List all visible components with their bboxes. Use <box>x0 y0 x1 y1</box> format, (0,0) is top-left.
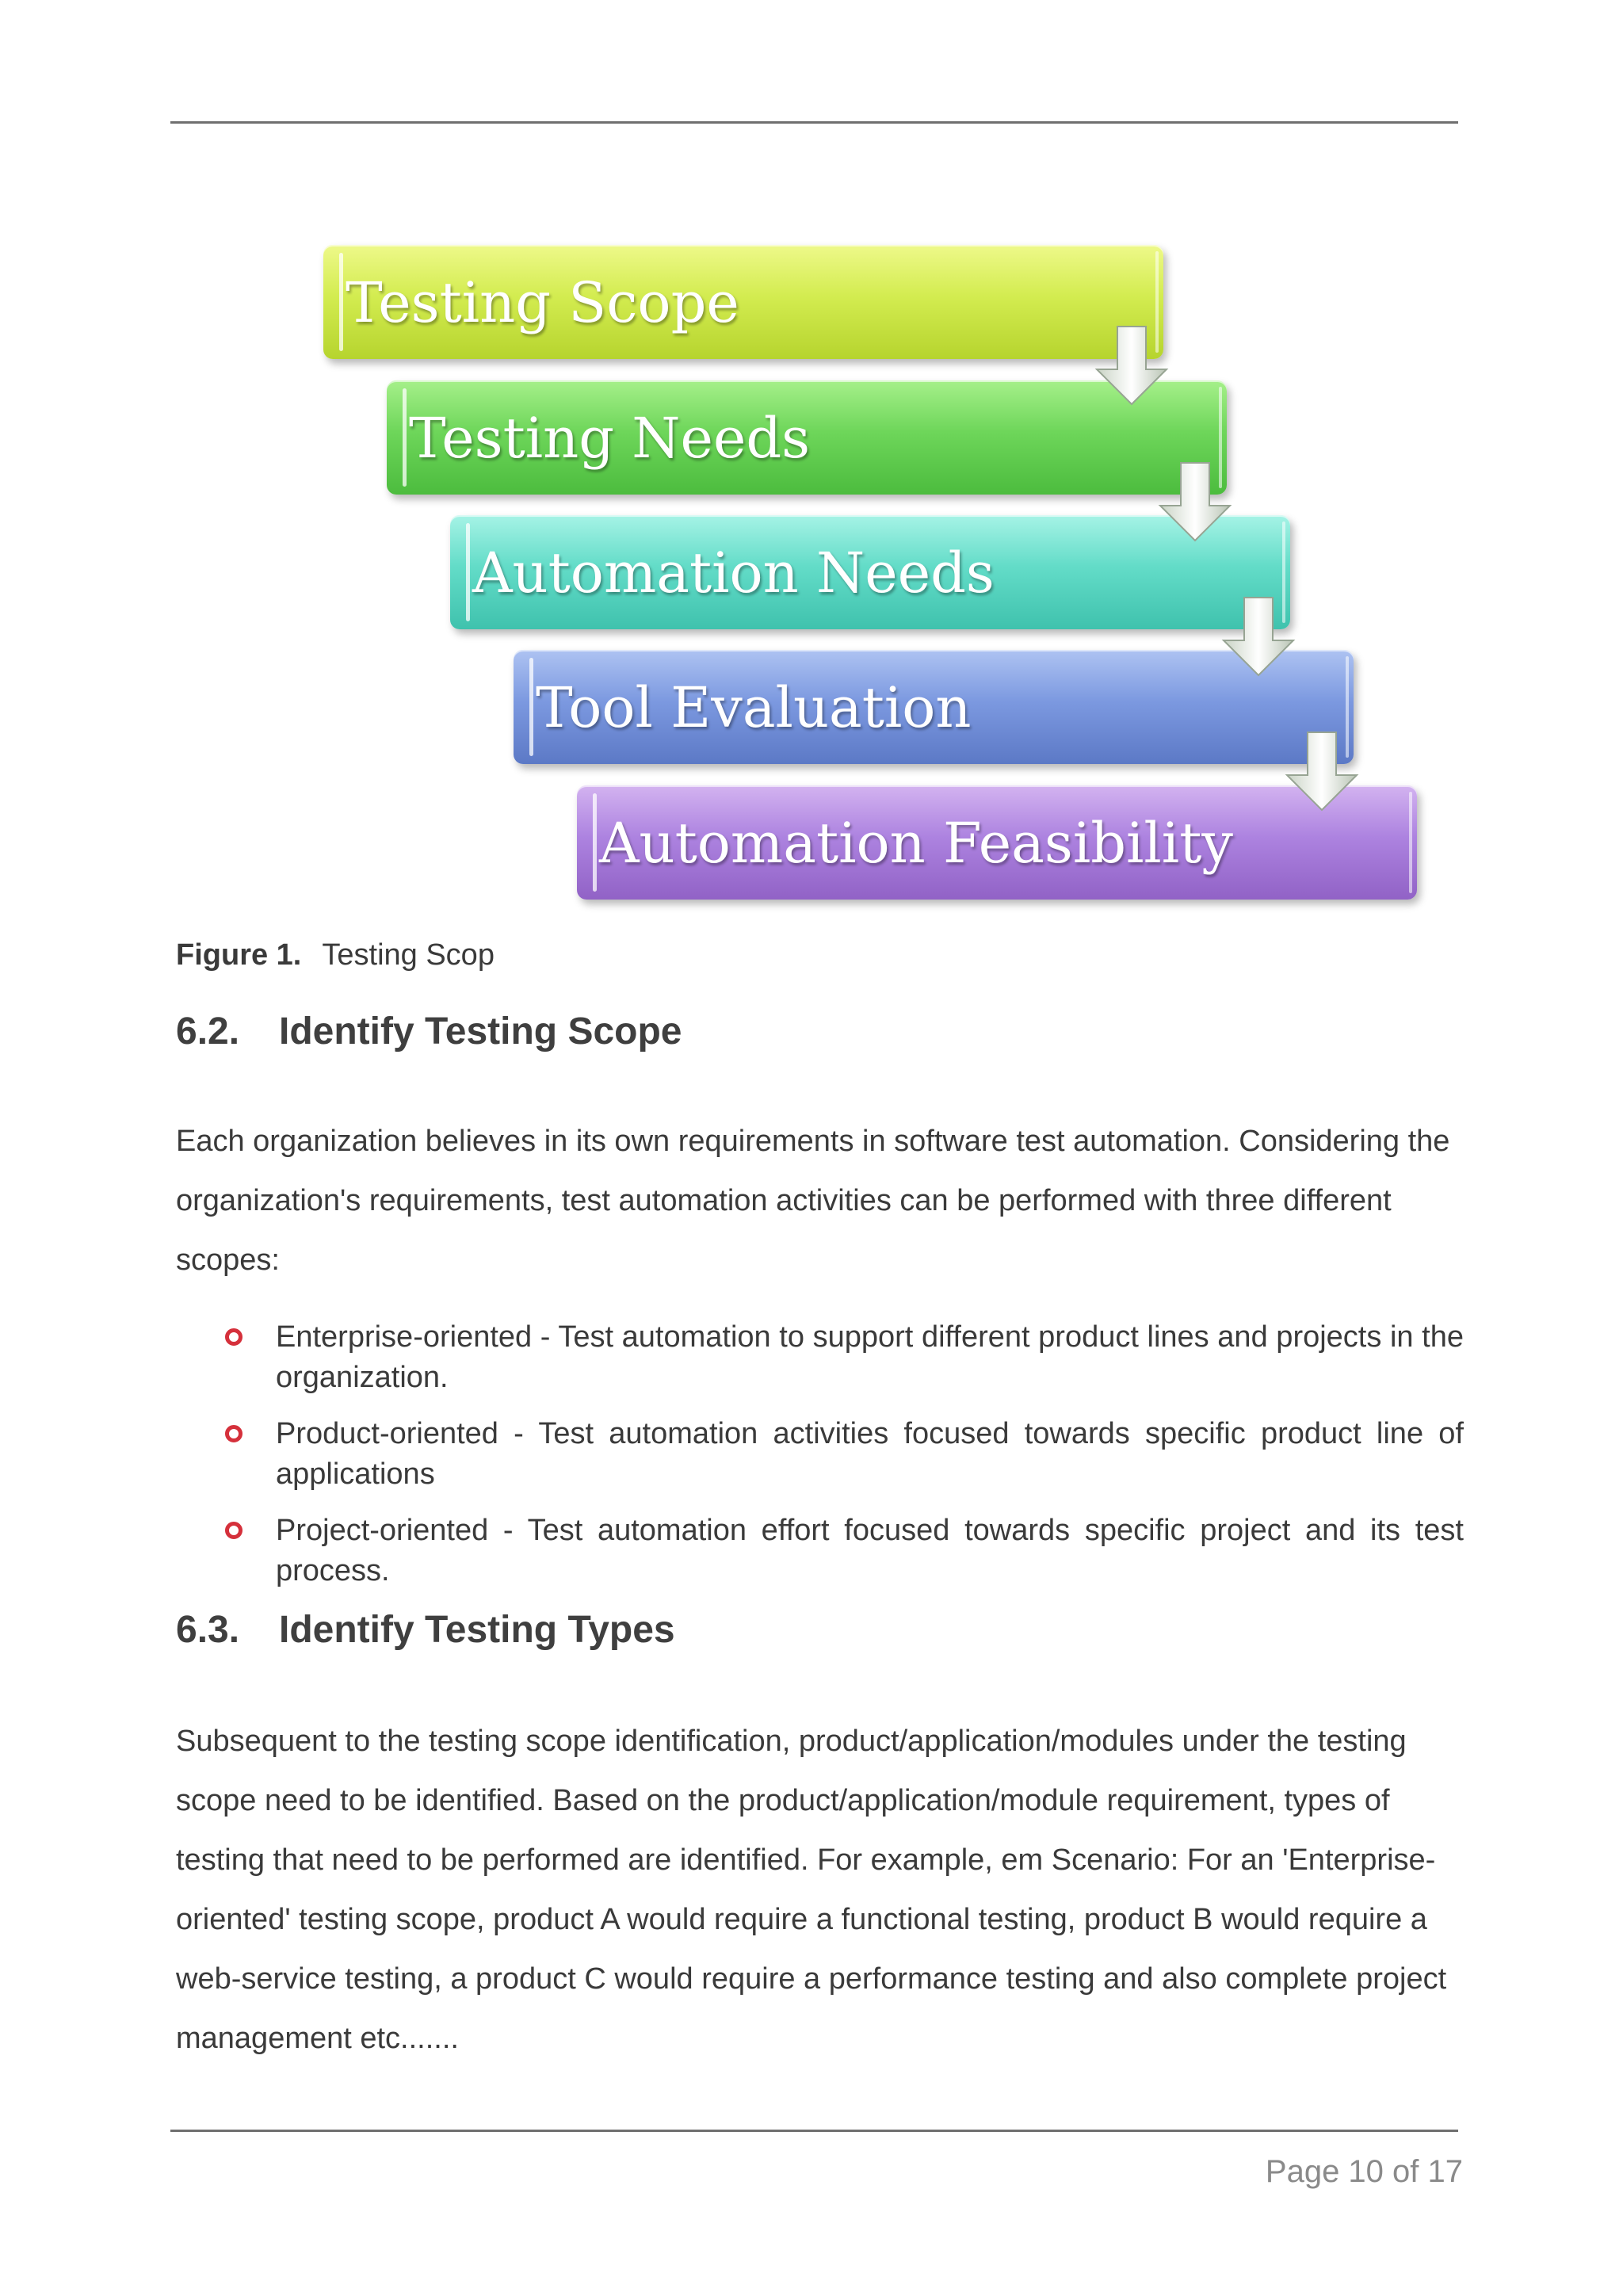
figure-caption <box>176 935 495 975</box>
down-arrow-icon <box>1092 325 1171 407</box>
list-item-text: Project-oriented - Test automation effort focused towards specific project and its test process. <box>276 1514 1464 1587</box>
section-heading-6-3 <box>176 1605 675 1656</box>
section-number: 6.3. <box>176 1609 240 1651</box>
header-rule <box>170 121 1458 124</box>
bullet-circle-icon <box>225 1425 242 1442</box>
scope-bullet-list <box>176 1317 1464 1607</box>
bullet-circle-icon <box>225 1522 242 1539</box>
list-item-text: Enterprise-oriented - Test automation to support different product lines and projects in the organization. <box>276 1320 1464 1394</box>
list-item <box>176 1317 1464 1398</box>
page-number: Page 10 of 17 <box>1265 2154 1463 2189</box>
section-heading-6-2 <box>176 1007 682 1057</box>
step-testing-scope <box>323 245 1163 359</box>
section-title: Identify Testing Scope <box>279 1010 682 1052</box>
step-label: Automation Feasibility <box>599 811 1233 876</box>
figure-caption-label: Figure 1. <box>176 938 302 972</box>
paragraph-testing-types: Subsequent to the testing scope identification, product/application/modules under the testing scope need to be identified. Based on the product/application/module requirement, types of testing that need to be performed are identified. For example, em Scenario: For an 'Enterprise-oriented' testing scope, product A would require a functional testing, product B would require a web-service testing, a product C would require a performance testing and also complete project management etc....... <box>176 1725 1447 2055</box>
down-arrow-icon <box>1219 596 1298 678</box>
figure-caption-text: Testing Scop <box>322 938 495 972</box>
step-label: Testing Needs <box>409 406 811 471</box>
section-title: Identify Testing Types <box>279 1609 675 1651</box>
bullet-circle-icon <box>225 1328 242 1346</box>
down-arrow-icon <box>1282 731 1361 813</box>
paragraph-testing-scope: Each organization believes in its own requirements in software test automation. Considering the organization's requirements, test automation activities can be performed with three different scopes: <box>176 1125 1450 1277</box>
step-label: Tool Evaluation <box>536 675 972 740</box>
down-arrow-icon <box>1155 461 1235 544</box>
list-item <box>176 1511 1464 1591</box>
step-label: Testing Scope <box>346 270 739 335</box>
list-item <box>176 1414 1464 1495</box>
list-item-text: Product-oriented - Test automation activities focused towards specific product line of applications <box>276 1417 1464 1491</box>
footer-rule <box>170 2130 1458 2132</box>
step-label: Automation Needs <box>472 541 995 606</box>
section-number: 6.2. <box>176 1010 240 1052</box>
